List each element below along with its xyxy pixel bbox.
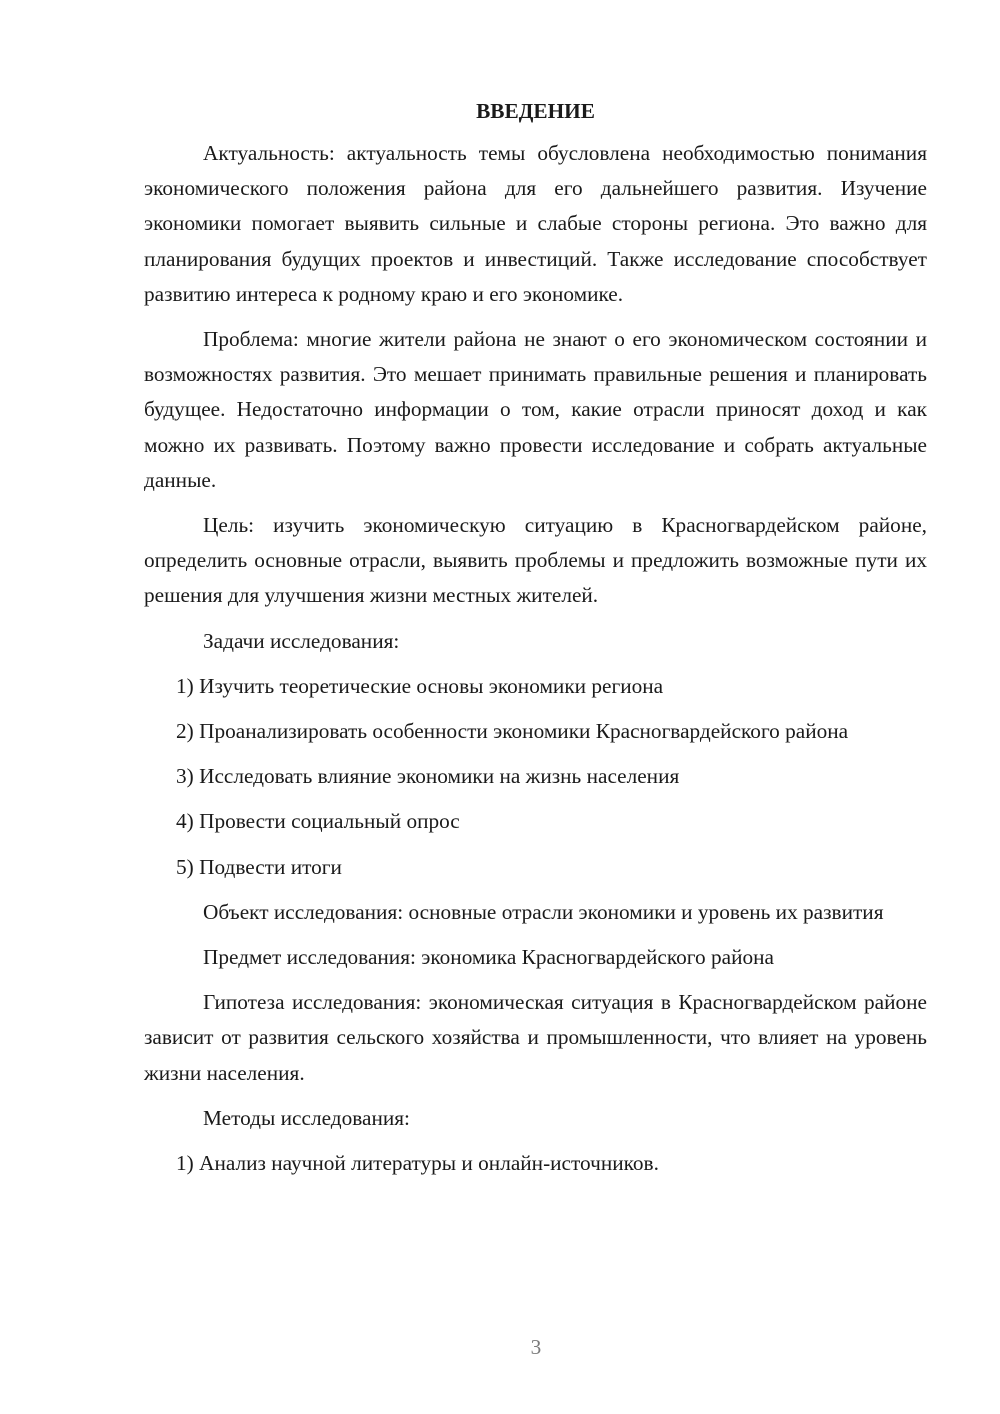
- section-heading: ВВЕДЕНИЕ: [476, 99, 595, 123]
- task-item-1: 1) Изучить теоретические основы экономики региона: [176, 673, 664, 698]
- methods-title: Методы исследования:: [203, 1105, 410, 1130]
- task-item-3: 3) Исследовать влияние экономики на жизнь населения: [176, 764, 680, 789]
- goal-paragraph: Цель: изучить экономическую ситуацию в Красногвардейском районе, определить основные отрасли, выявить проблемы и предложить возможные пути их решения для улучшения жизни местных жителей.: [144, 513, 927, 608]
- method-item-1: 1) Анализ научной литературы и онлайн-источников.: [176, 1151, 659, 1176]
- subject-paragraph: Предмет исследования: экономика Красногвардейского района: [203, 945, 774, 970]
- task-item-5: 5) Подвести итоги: [176, 854, 342, 879]
- relevance-paragraph: Актуальность: актуальность темы обусловлена необходимостью понимания экономического положения района для его дальнейшего развития. Изучение экономики помогает выявить сильные и слабые стороны региона. Это важно для планирования будущих проектов и инвестиций. Также исследование способствует развитию интереса к родному краю и его экономике.: [144, 141, 927, 306]
- page-number: 3: [530, 1335, 542, 1359]
- task-item-4: 4) Провести социальный опрос: [176, 809, 460, 834]
- problem-paragraph: Проблема: многие жители района не знают о его экономическом состоянии и возможностях развития. Это мешает принимать правильные решения и планировать будущее. Недостаточно информации о том, какие отрасли приносят доход и как можно их развивать. Поэтому важно провести исследование и собрать актуальные данные.: [144, 327, 927, 492]
- task-item-2: 2) Проанализировать особенности экономики Красногвардейского района: [176, 719, 849, 744]
- tasks-title: Задачи исследования:: [203, 628, 400, 653]
- object-paragraph: Объект исследования: основные отрасли экономики и уровень их развития: [203, 899, 884, 924]
- page-content: [144, 96, 927, 1191]
- hypothesis-paragraph: Гипотеза исследования: экономическая ситуация в Красногвардейском районе зависит от развития сельского хозяйства и промышленности, что влияет на уровень жизни населения.: [144, 990, 927, 1085]
